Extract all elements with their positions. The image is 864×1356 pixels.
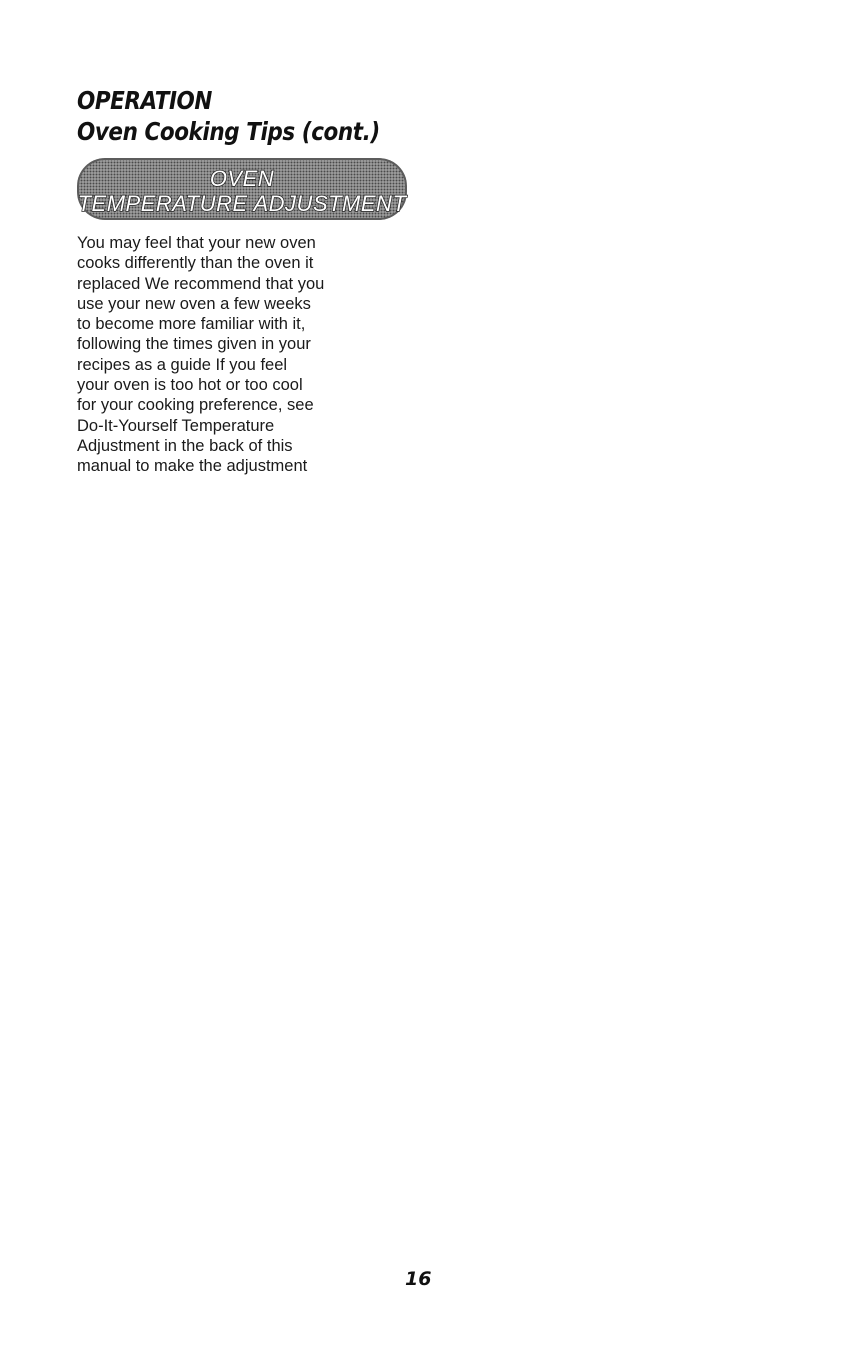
- body-line: following the times given in your: [77, 335, 311, 354]
- page-number: 16: [405, 1268, 432, 1290]
- banner-line-2: TEMPERATURE ADJUSTMENT: [77, 191, 407, 216]
- body-line: recipes as a guide If you feel: [77, 355, 288, 374]
- section-subtitle: Oven Cooking Tips (cont.): [77, 117, 380, 146]
- topic-banner: [77, 158, 407, 220]
- body-line: replaced We recommend that you: [77, 274, 325, 293]
- body-line: manual to make the adjustment: [77, 457, 308, 476]
- body-line: for your cooking preference, see: [77, 396, 314, 415]
- banner-line-1: OVEN: [209, 166, 275, 191]
- body-line: use your new oven a few weeks: [77, 294, 311, 313]
- body-line: You may feel that your new oven: [77, 234, 316, 252]
- body-line: to become more familiar with it,: [77, 315, 306, 334]
- body-paragraph: [77, 233, 324, 477]
- section-title: OPERATION: [77, 86, 212, 115]
- body-line: Do-It-Yourself Temperature: [77, 416, 275, 435]
- body-line: Adjustment in the back of this: [77, 436, 293, 455]
- body-line: cooks differently than the oven it: [77, 254, 314, 273]
- body-line: your oven is too hot or too cool: [77, 376, 303, 395]
